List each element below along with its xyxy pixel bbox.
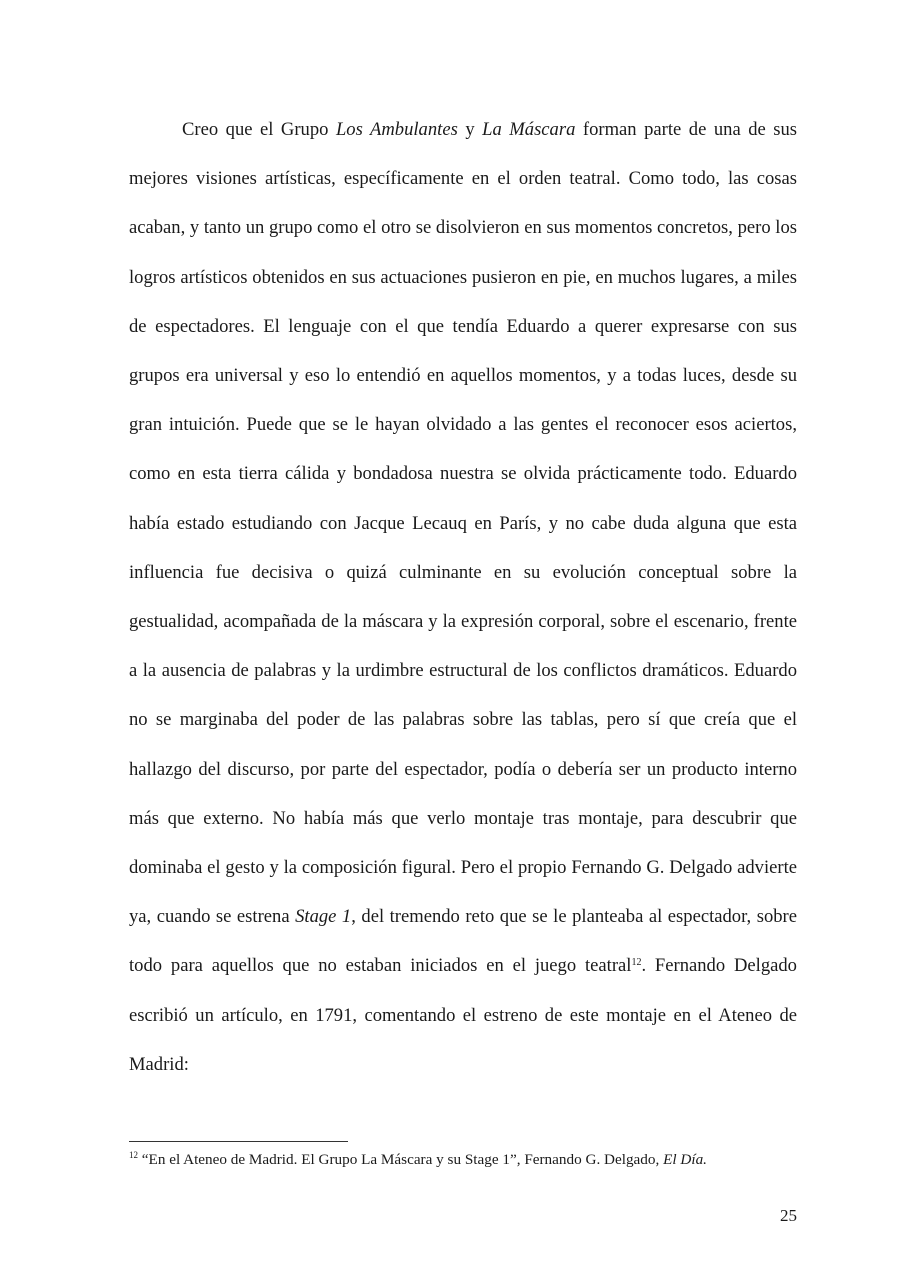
- page-number: 25: [780, 1206, 797, 1225]
- footnote-reference[interactable]: 12: [631, 957, 642, 969]
- body-paragraph: [129, 105, 797, 1089]
- text-run: , del tremendo reto que se le planteaba al espectador, sobre todo para aquellos que no estaban iniciados en el juego teatral: [129, 906, 797, 977]
- footnote: [129, 1150, 829, 1170]
- text-run: forman parte de una de sus mejores visiones artísticas, específicamente en el orden teatral. Como todo, las cosas acaban, y tanto un grupo como el otro se disolvieron en sus momentos concretos, pero los logros artísticos obtenidos en sus actuaciones pusieron en pie, en muchos lugares, a miles de espectadores. El lenguaje con el que tendía Eduardo a querer expresarse con sus grupos era universal y eso lo entendió en aquellos momentos, y a todas luces, desde su gran intuición. Puede que se le hayan olvidado a las gentes el reconocer esos aciertos, como en esta tierra cálida y bondadosa nuestra se olvida prácticamente todo. Eduardo había estado estudiando con Jacque Lecauq en París, y no cabe duda alguna que esta influencia fue decisiva o quizá culminante en su evolución conceptual sobre la gestualidad, acompañada de la máscara y la expresión corporal, sobre el escenario, frente a la ausencia de palabras y la urdimbre estructural de los conflictos dramáticos. Eduardo no se marginaba del poder de las palabras sobre las tablas, pero sí que creía que el hallazgo del discurso, por parte del espectador, podía o debería ser un producto interno más que externo. No había más que verlo montaje tras montaje, para descubrir que dominaba el gesto y la composición figural. Pero el propio Fernando G. Delgado advierte ya, cuando se estrena: [129, 119, 798, 928]
- footnote-source: El Día.: [663, 1151, 707, 1168]
- text-run: Creo que el Grupo: [182, 119, 336, 140]
- group-name-la-mascara: La Máscara: [482, 119, 576, 140]
- play-title-stage-1: Stage 1: [295, 906, 352, 928]
- group-name-los-ambulantes: Los Ambulantes: [335, 119, 458, 140]
- footnote-text: “En el Ateneo de Madrid. El Grupo La Máscara y su Stage 1”, Fernando G. Delgado,: [138, 1151, 664, 1168]
- footnote-number: 12: [129, 1150, 138, 1160]
- text-run: . Fernando Delgado escribió un artículo, en 1791, comentando el estreno de este montaje en el Ateneo de Madrid:: [129, 955, 797, 1075]
- text-run: y: [457, 119, 483, 140]
- footnote-separator: [129, 1141, 348, 1142]
